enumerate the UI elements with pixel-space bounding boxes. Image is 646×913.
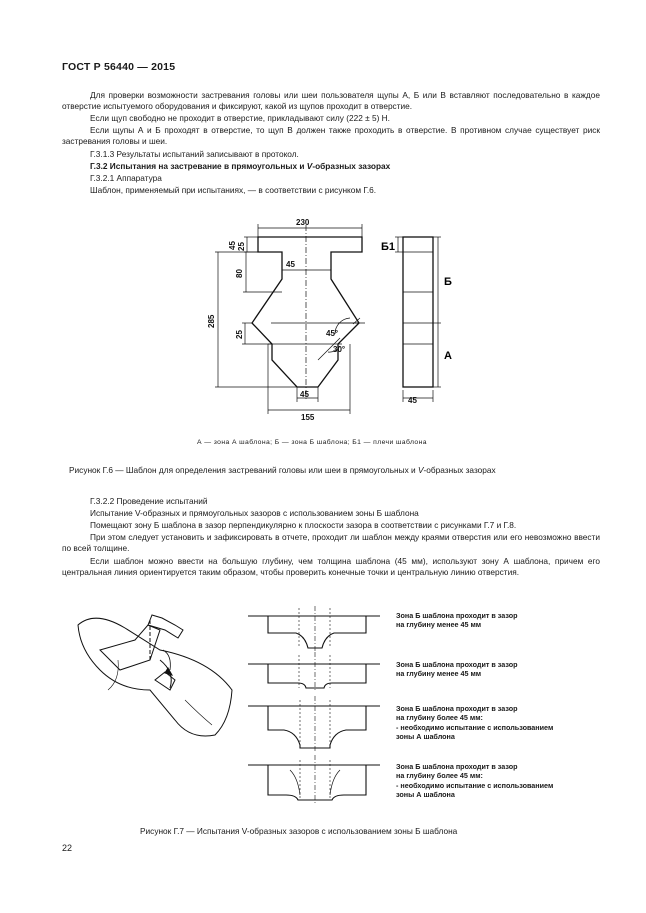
gap-test-row-4	[248, 755, 380, 804]
dim-80: 80	[235, 269, 244, 278]
dim-155: 155	[301, 413, 315, 422]
paragraph-force: Если щуп свободно не проходит в отверстие, прикладывают силу (222 ± 5) Н.	[90, 113, 390, 123]
paragraph-template-reference: Шаблон, применяемый при испытаниях, — в соответствии с рисунком Г.6.	[90, 185, 377, 195]
figure-g6-caption: Рисунок Г.6 — Шаблон для определения застреваний головы или шеи в прямоугольных и V-образных зазорах	[69, 465, 496, 475]
dim-angle-45: 45°	[326, 329, 339, 338]
gap-test-row-2	[248, 652, 380, 692]
label-zone-b: Б	[444, 276, 452, 288]
dim-45-side: 45	[408, 396, 417, 405]
dim-angle-30: 30°	[333, 345, 346, 354]
page-number: 22	[62, 843, 73, 853]
dim-45-neck: 45	[286, 260, 295, 269]
figure-g7-caption: Рисунок Г.7 — Испытания V-образных зазоров с использованием зоны Б шаблона	[140, 826, 458, 836]
section-heading-g32: Г.3.2 Испытания на застревание в прямоугольных и V-образных зазорах	[90, 161, 391, 171]
label-zone-a: А	[444, 350, 452, 362]
paragraph-probe-insertion: Для проверки возможности застревания головы или шеи пользователя щупы А, Б или В вставляют последовательно в каждое отверстие испытуемого оборудования и фиксируют, какой из щупов проходит в отверстие.	[62, 90, 600, 111]
label-b1: Б1	[381, 241, 396, 253]
subsection-heading-procedure: Г.3.2.2 Проведение испытаний	[90, 496, 208, 506]
dim-45-bottom: 45	[300, 390, 309, 399]
paragraph-risk: Если щупы А и Б проходят в отверстие, то щуп В должен также проходить в отверстие. В противном случае существует риск застревания головы и шеи.	[62, 125, 600, 146]
gap-test-row-3	[248, 696, 380, 752]
dim-25-top: 25	[237, 242, 246, 251]
dim-45-top: 45	[228, 241, 237, 250]
document-code-header: ГОСТ Р 56440 — 2015	[62, 61, 176, 73]
paragraph-place-zone-b: Помещают зону Б шаблона в зазор перпендикулярно к плоскости зазора в соответствии с рисунками Г.7 и Г.8.	[90, 520, 517, 530]
dimension-lines	[215, 224, 365, 414]
perspective-sketch	[78, 615, 232, 736]
paragraph-zone-a-usage: Если шаблон можно ввести на большую глубину, чем толщина шаблона (45 мм), используют зону А шаблона, причем его центральная линия ориентируется таким образом, чтобы проверить конечные точки и центральную линию отверстия.	[62, 556, 600, 577]
paragraph-record-result: При этом следует установить и зафиксировать в отчете, проходит ли шаблон между краями отверстия или его невозможно ввести по всей толщине.	[62, 532, 600, 553]
figure-g6-legend: А — зона А шаблона; Б — зона Б шаблона; Б1 — плечи шаблона	[197, 439, 427, 446]
figure-g7-note-3: Зона Б шаблона проходит в зазор на глубину более 45 мм: - необходимо испытание с использованием зоны А шаблона	[396, 704, 554, 742]
paragraph-zone-b-test: Испытание V-образных и прямоугольных зазоров с использованием зоны Б шаблона	[90, 508, 419, 518]
dim-285: 285	[207, 314, 216, 328]
paragraph-results-protocol: Г.3.1.3 Результаты испытаний записывают в протокол.	[90, 149, 299, 159]
figure-g7-note-4: Зона Б шаблона проходит в зазор на глубину более 45 мм: - необходимо испытание с использованием зоны А шаблона	[396, 762, 554, 800]
figure-g7-note-2: Зона Б шаблона проходит в зазор на глубину менее 45 мм	[396, 660, 518, 679]
gap-test-row-1	[248, 606, 380, 652]
figure-g7-note-1: Зона Б шаблона проходит в зазор на глубину менее 45 мм	[396, 611, 518, 630]
template-front-view	[252, 225, 362, 400]
dim-230: 230	[296, 218, 310, 227]
subsection-heading-apparatus: Г.3.2.1 Аппаратура	[90, 173, 162, 183]
template-outline	[252, 237, 362, 387]
template-side-view	[403, 237, 433, 387]
dim-25-mid: 25	[235, 330, 244, 339]
